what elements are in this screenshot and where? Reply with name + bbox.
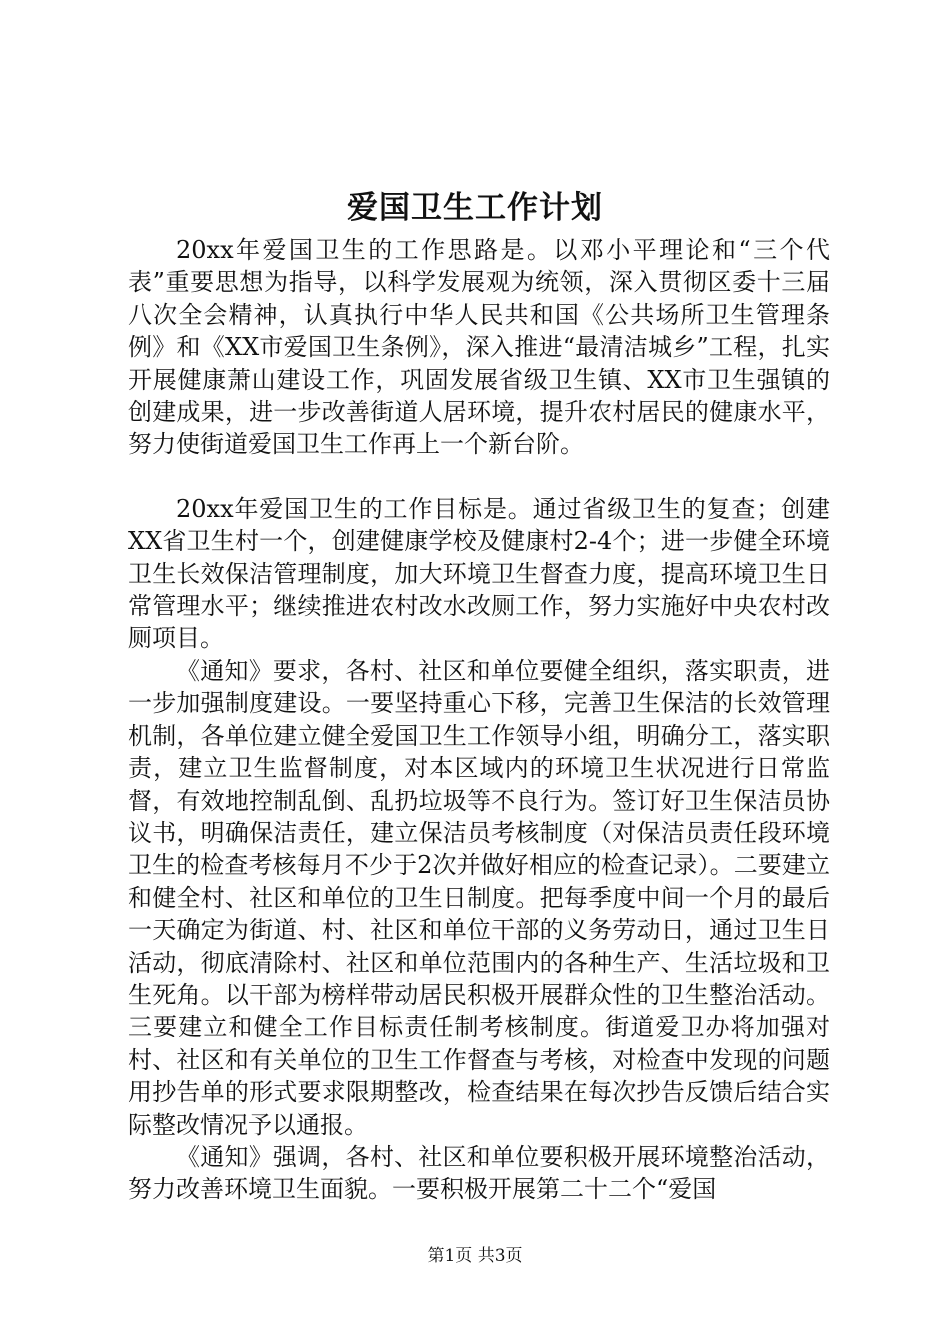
paragraph-work-goals: 20xx年爱国卫生的工作目标是。通过省级卫生的复查；创建XX省卫生村一个，创建健康学校及健康村2-4个；进一步健全环境卫生长效保洁管理制度，加大环境卫生督查力度，提高环境卫生日常管理水平；继续推进农村改水改厕工作，努力实施好中央农村改厕项目。 xyxy=(128,494,830,653)
paragraph-notice-requirements: 《通知》要求，各村、社区和单位要健全组织，落实职责，进一步加强制度建设。一要坚持重心下移，完善卫生保洁的长效管理机制，各单位建立健全爱国卫生工作领导小组，明确分工，落实职责，建立卫生监督制度，对本区域内的环境卫生状况进行日常监督，有效地控制乱倒、乱扔垃圾等不良行为。签订好卫生保洁员协议书，明确保洁责任，建立保洁员考核制度（对保洁员责任段环境卫生的检查考核每月不少于2次并做好相应的检查记录）。二要建立和健全村、社区和单位的卫生日制度。把每季度中间一个月的最后一天确定为街道、村、社区和单位干部的义务劳动日，通过卫生日活动，彻底清除村、社区和单位范围内的各种生产、生活垃圾和卫生死角。以干部为榜样带动居民积极开展群众性的卫生整治活动。三要建立和健全工作目标责任制考核制度。街道爱卫办将加强对村、社区和有关单位的卫生工作督查与考核，对检查中发现的问题用抄告单的形式要求限期整改，检查结果在每次抄告反馈后结合实际整改情况予以通报。 xyxy=(128,656,830,1139)
paragraph-work-approach: 20xx年爱国卫生的工作思路是。以邓小平理论和“三个代表”重要思想为指导，以科学发展观为统领，深入贯彻区委十三届八次全会精神，认真执行中华人民共和国《公共场所卫生管理条例》和《XX市爱国卫生条例》，深入推进“最清洁城乡”工程，扎实开展健康萧山建设工作，巩固发展省级卫生镇、XX市卫生强镇的创建成果，进一步改善街道人居环境，提升农村居民的健康水平，努力使街道爱国卫生工作再上一个新台阶。 xyxy=(128,236,830,459)
document-body xyxy=(128,234,830,1206)
document-title: 爱国卫生工作计划 xyxy=(347,190,603,226)
paragraph-notice-emphasis: 《通知》强调，各村、社区和单位要积极开展环境整治活动，努力改善环境卫生面貌。一要积极开展第二十二个“爱国 xyxy=(128,1142,830,1204)
page-indicator: 第1页 共3页 xyxy=(427,1246,523,1266)
